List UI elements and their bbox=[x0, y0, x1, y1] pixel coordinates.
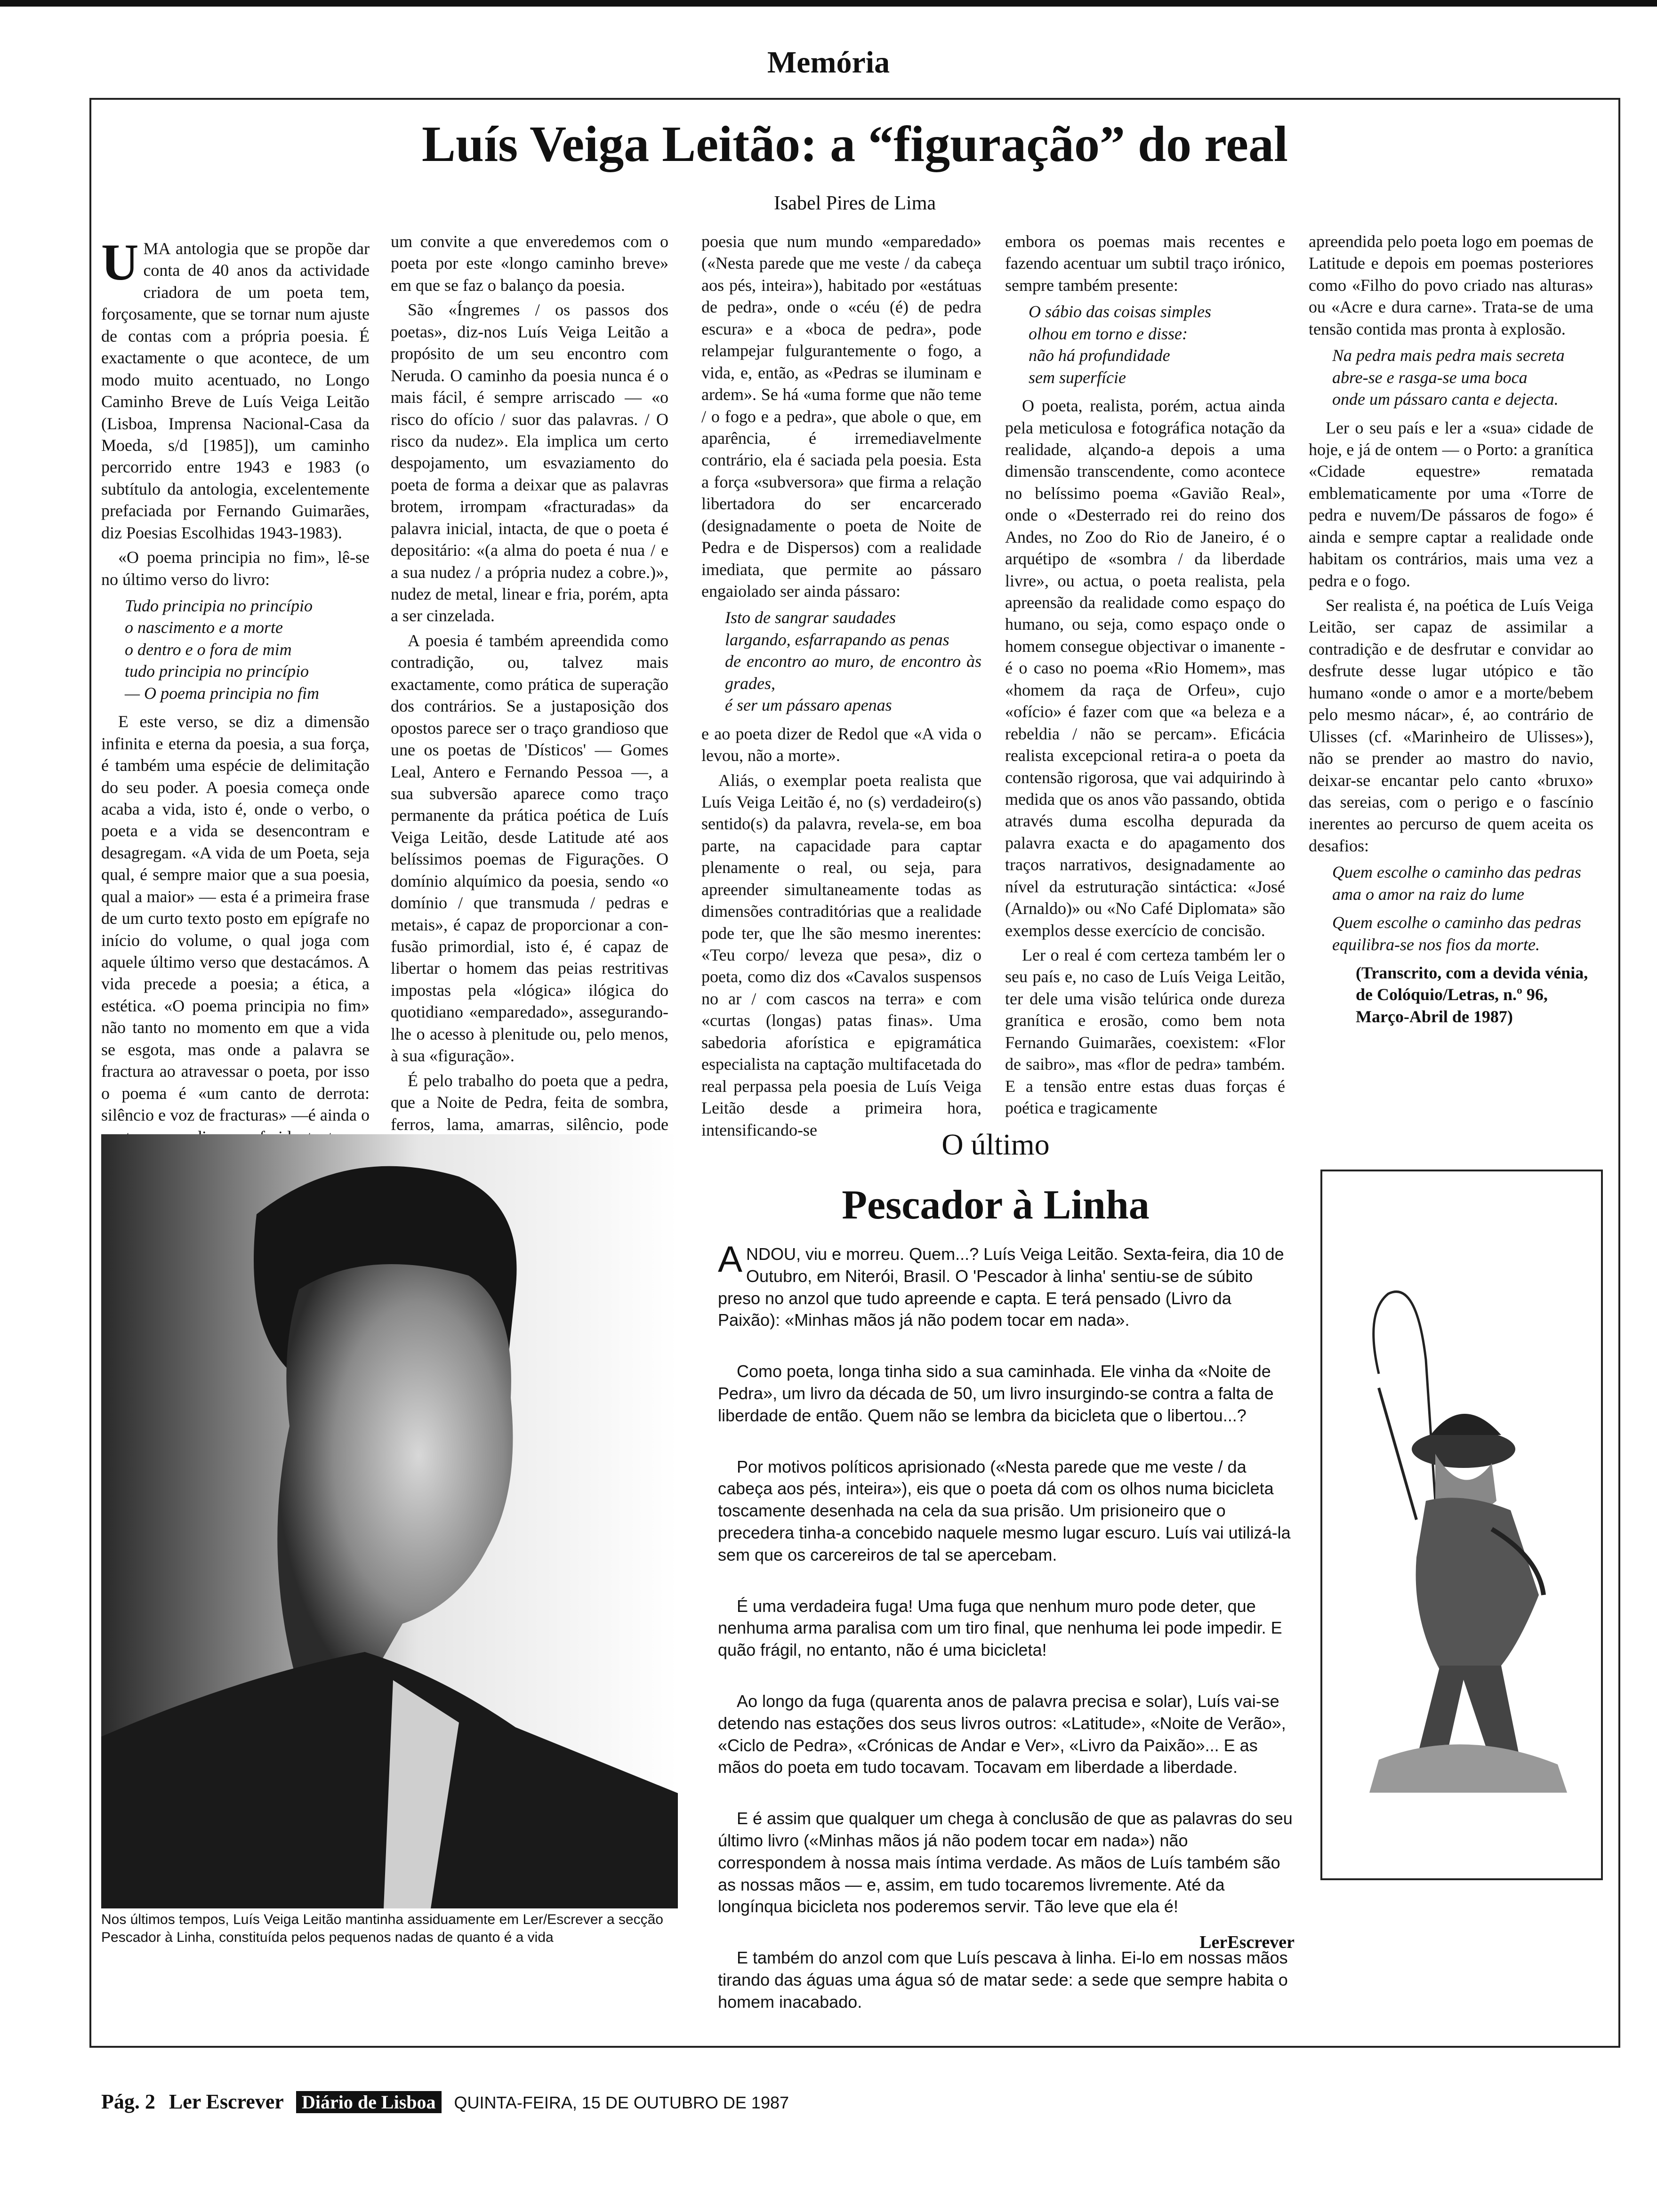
paragraph: embora os poemas mais recentes e fazendo acentuar um subtil traço irónico, sempre também presente: bbox=[1005, 232, 1285, 295]
paragraph: Aliás, o exemplar poeta realista que Luís Veiga Leitão é, no (s) verdadeiro(s) sentido(s) da palavra, revela-se, em boa parte, na capacidade para captar plenamente o real, ou seja, para apreender simultaneamente todas as dimensões contraditórias que a realidade pode ter, que lhe são mesmo inerentes: «Teu corpo/ leveza que pesa», diz o poeta, como diz dos «Cavalos suspensos no ar / com cascos na terra» e com «curtas (longas) patas finas». Uma sabedoria aforística e epigramática especialista na captação multifacetada do real perpassa pela poesia de Luís Veiga Leitão desde a primeira hora, intensificando-se bbox=[701, 770, 981, 1139]
top-rule bbox=[0, 0, 1657, 7]
section-title: Memória bbox=[767, 45, 890, 80]
paragraph: Ler o seu país e ler a «sua» cidade de hoje, e já de ontem — o Porto: a granítica «Cidade equestre» rematada emblematicamente por uma «Torre de pedra e nuvem/De pássaros de fogo» é ainda e sempre captar a realidade onde habitam os contrários, mais uma vez a pedra e o fogo. bbox=[1309, 418, 1593, 590]
source-credit: (Transcrito, com a devida vénia, de Colóquio/Letras, n.º 96, Março-Abril de 1987) bbox=[1356, 963, 1588, 1026]
poem-excerpt: Na pedra mais pedra mais secreta abre-se e rasga-se uma boca onde um pássaro canta e dejecta. bbox=[1332, 346, 1565, 409]
paragraph: UMA antologia que se propõe dar conta de 40 anos da actividade criadora de um poeta tem, forçosamente, que se tornar num ajuste de contas com a própria poesia. É exactamente o que acontece, de um modo muito acentuado, no Longo Caminho Breve de Luís Veiga Leitão (Lisboa, Imprensa Nacional-Casa da Moeda, s/d [1985]), um caminho percorrido entre 1943 e 1983 (o subtítulo da antologia, excelentemente prefaciada por Fernando Guimarães, diz Poesias Escolhidas 1943-1983). bbox=[101, 233, 370, 542]
byline: Isabel Pires de Lima bbox=[773, 192, 936, 214]
article-column-1 bbox=[101, 233, 370, 1216]
paragraph: Ser realista é, na poética de Luís Veiga Leitão, ser capaz de assimilar a contradição e de desfrutar e convidar ao desfrute desse lugar utópico e tão humano «onde o amor e a morte/bebem pelo mesmo nácar», é, ao contrário de Ulisses (cf. «Marinheiro de Ulisses»), não se prender ao mastro do navio, deixar-se encantar pelo canto «bruxo» das sereias, com o perigo e o fascínio inerentes ao percurso de quem aceita os desafios: bbox=[1309, 596, 1593, 855]
supplement-name: Ler Escrever bbox=[169, 2090, 284, 2113]
paragraph: ANDOU, viu e morreu. Quem...? Luís Veiga Leitão. Sexta-feira, dia 10 de Outubro, em Niterói, Brasil. O 'Pescador à linha' sentiu-se de súbito preso no anzol que tudo apreende e capta. E terá pensado (Livro da Paixão): «Minhas mãos já não podem tocar em nada». bbox=[718, 1238, 1284, 1330]
feature-kicker: O último bbox=[941, 1128, 1050, 1161]
poem-excerpt: O sábio das coisas simples olhou em torno e disse: não há profundidade sem superfície bbox=[1029, 302, 1212, 387]
paragraph: Como poeta, longa tinha sido a sua caminhada. Ele vinha da «Noite de Pedra», um livro da década de 50, um livro insurgindo-se contra a falta de liberdade de então. Quem não se lembra da bicicleta que o libertou...? bbox=[718, 1362, 1274, 1425]
paragraph: Ler o real é com certeza também ler o seu país e, no caso de Luís Veiga Leitão, ter dele uma visão telúrica onde dureza granítica e erosão, como bem nota Fernando Guimarães, coexistem: «Flor de saibro», mas «flor de pedra» também. E a tensão entre estas duas forças é poética e tragicamente bbox=[1005, 946, 1285, 1118]
signature: LerEscrever bbox=[1199, 1932, 1295, 1952]
feature-title: Pescador à Linha bbox=[842, 1182, 1150, 1228]
paragraph: poesia que num mundo «emparedado» («Nesta parede que me veste / da cabeça aos pés, inteira»), habitado por «estátuas de pedra», onde o «céu (é) de pedra escura» e a «boca de pedra», pode relampejar fulgurantemente o fogo, a vida, e, então, as «Pedras se iluminam e ardem». Se há «uma forme que não teme / o fogo e a pedra», que abole o que, em aparência, é irremediavelmente contrário, ela é saciada pela poesia. Esta a força «subversora» que firma a relação libertadora do ser encarcerado (designadamente o poeta de Noite de Pedra e de Dispersos) com a realidade imediata, que permite ao pássaro engaiolado ser ainda pássaro: bbox=[701, 232, 981, 601]
drop-cap: U bbox=[101, 233, 139, 291]
paragraph: E este verso, se diz a dimensão infinita e eterna da poesia, a sua força, é também uma espécie de delimitação do seu poder. A poesia começa onde acaba a vida, isto é, onde o verbo, o poeta e a vida se desencontram e desagregam. «A vida de um Poeta, seja qual, é sempre maior que a sua poesia, qual a maior» — esta é a primeira frase de um curto texto posto em epígrafe no início do volume, o qual joga com aquele último verso que destacámos. A vida precede a poesia; a ética, a estética. «O poema principia no fim» não tanto no momento em que a vida se esgota, mas onde a palavra se fractura ao atravessar o poeta, por isso o poema é «um canto de derrota: silêncio e voz de fracturas» —é ainda o bbox=[101, 712, 370, 1125]
newspaper-logo: Diário de Lisboa bbox=[296, 2091, 441, 2113]
poem-excerpt: Quem escolhe o caminho das pedras ama o amor na raiz do lume bbox=[1332, 863, 1581, 904]
feature-body bbox=[718, 1238, 1295, 2043]
article-column-4 bbox=[1005, 231, 1285, 1122]
issue-date: QUINTA-FEIRA, 15 DE OUTUBRO DE 1987 bbox=[454, 2093, 789, 2112]
paragraph: São «Íngremes / os passos dos poetas», diz-nos Luís Veiga Leitão a propósito de um seu encontro com Neruda. O caminho da poesia nunca é o mais fácil, é sempre arriscado — «o risco do ofício / suor das palavras. / O risco da nudez». Ela implica um certo despojamento, um esvaziamento do poeta de forma a deixar que as palavras brotem, irrompam «fracturadas» da palavra inicial, intacta, de que o poeta é depositário: «(a alma do poeta é nua / e a sua nudez / a própria nudez a cobre.)», nudez de metal, linear e fria, porém, apta a ser cinzelada. bbox=[391, 300, 668, 625]
paragraph: Por motivos políticos aprisionado («Nesta parede que me veste / da cabeça aos pés, inteira»), eis que o poeta dá com os olhos numa bicicleta toscamente desenhada na cela da sua prisão. Um prisioneiro que o precedera tinha-a concebido naquele mesmo lugar escuro. Luís vai utilizá-la sem que os carcereiros de tal se apercebam. bbox=[718, 1457, 1291, 1564]
page-footer bbox=[101, 2090, 789, 2113]
photo-caption: Nos últimos tempos, Luís Veiga Leitão mantinha assiduamente em Ler/Escrever a secção Pescador à Linha, constituída pelos pequenos nadas de quanto é a vida bbox=[101, 1912, 663, 1946]
fisherman-illustration bbox=[1320, 1170, 1603, 1880]
poem-excerpt: Isto de sangrar saudades largando, esfarrapando as penas de encontro ao muro, de encontro às grades, é ser um pássaro apenas bbox=[725, 608, 981, 715]
portrait-image bbox=[101, 1134, 678, 1908]
poem-excerpt: Tudo principia no princípio o nascimento e a morte o dentro e o fora de mim tudo principia no princípio — O poema principia no fim bbox=[125, 596, 319, 703]
article-column-5 bbox=[1309, 231, 1593, 1027]
portrait-photo bbox=[101, 1134, 678, 1908]
paragraph: A poesia é também apreendida como contradição, ou, talvez mais exactamente, como prática de superação dos contrários. Se a justaposição dos opostos parece ser o traço grandioso que une os poetas de 'Dísticos' — Gomes Leal, Antero e Fernando Pessoa —, a sua subversão aparece como traço permanente da prática poética de Luís Veiga Leitão, desde Latitude até aos belíssimos poemas de Figurações. O domínio alquímico da poesia, sendo «o domínio / que transmuda / pedras e metais», é capaz de proporcionar a con-fusão primordial, isto é, é capaz de libertar o homem das peias restritivas impostas pela «lógica» ilógica do quotidiano «emparedado», assegurando-lhe o acesso à plenitude ou, pelo menos, à sua «figuração». bbox=[391, 631, 668, 1066]
paragraph: E é assim que qualquer um chega à conclusão de que as palavras do seu último livro («Minhas mãos já não podem tocar em nada») não correspondem à nossa mais íntima verdade. As mãos de Luís também são as nossas mãos — e, assim, em tudo tocaremos livremente. Até da longínqua bicicleta nos poderemos servir. Tão leve que ela é! bbox=[718, 1809, 1293, 1916]
paragraph: E também do anzol com que Luís pescava à linha. Ei-lo em nossas mãos tirando das águas uma água só de matar sede: a sede que sempre habita o homem inacabado. bbox=[718, 1948, 1288, 2012]
paragraph: É pelo trabalho do poeta que a pedra, que a Noite de Pedra, feita de sombra, ferros, lama, amarras, silêncio, pode bbox=[391, 1071, 668, 1134]
paragraph: O poeta, realista, porém, actua ainda pela meticulosa e fotográfica notação da realidade, alçando-a depois a uma dimensão transcendente, como acontece no belíssimo poema «Gavião Real», onde o «Desterrado rei do reino dos Andes, no Zoo do Rio de Janeiro, é o arquétipo de «sombra / da liberdade livre», ou actua, o poeta realista, pela apreensão da realidade como espaço do humano, ou seja, como espaço onde o homem consegue objectivar o imanente - é o caso no poema «Rio Homem», mas «homem da raça de Orfeu», cujo «ofício» é fazer com que «a beleza e a rebeldia / não se percam». Eficácia realista excepcional retira-a o poeta da contensão rigorosa, que vai adquirindo à medida que os anos vão passando, obtida através duma escolha depurada da palavra exacta e do apagamento dos traços narrativos, designadamente ao nível da estruturação sintáctica: «José (Arnaldo)» ou «No Café Diplomata» são exemplos desse exercício de concisão. bbox=[1005, 396, 1285, 940]
paragraph: apreendida pelo poeta logo em poemas de Latitude e depois em poemas posteriores como «Filho do povo criado nas alturas» ou «Acre e dura carne». Trata-se de uma tensão contida mas pronta à explosão. bbox=[1309, 232, 1593, 338]
paragraph: um convite a que enveredemos com o poeta por este «longo caminho breve» em que se faz o balanço da poesia. bbox=[391, 232, 668, 295]
paragraph: «O poema principia no fim», lê-se no último verso do livro: bbox=[101, 548, 370, 589]
headline: Luís Veiga Leitão: a “figuração” do real bbox=[421, 116, 1288, 172]
poem-excerpt: Quem escolhe o caminho das pedras equilibra-se nos fios da morte. bbox=[1332, 913, 1581, 954]
page-number: Pág. 2 bbox=[101, 2090, 155, 2113]
paragraph: É uma verdadeira fuga! Uma fuga que nenhum muro pode deter, que nenhuma arma paralisa com um tiro final, que nenhuma lei pode impedir. E quão frágil, no entanto, não é uma bicicleta! bbox=[718, 1596, 1282, 1660]
paragraph: e ao poeta dizer de Redol que «A vida o levou, não a morte». bbox=[701, 724, 981, 765]
article-column-2 bbox=[391, 231, 668, 1182]
fisherman-drawing bbox=[1322, 1171, 1601, 1878]
drop-cap: A bbox=[718, 1238, 743, 1280]
article-column-3 bbox=[701, 231, 981, 1144]
paragraph: Ao longo da fuga (quarenta anos de palavra precisa e solar), Luís vai-se detendo nas estações dos seus livros outros: «Latitude», «Noite de Verão», «Ciclo de Pedra», «Crónicas de Andar e Ver», «Livro da Paixão»... E as mãos do poeta em tudo tocavam. Tocavam em liberdade a liberdade. bbox=[718, 1691, 1286, 1777]
